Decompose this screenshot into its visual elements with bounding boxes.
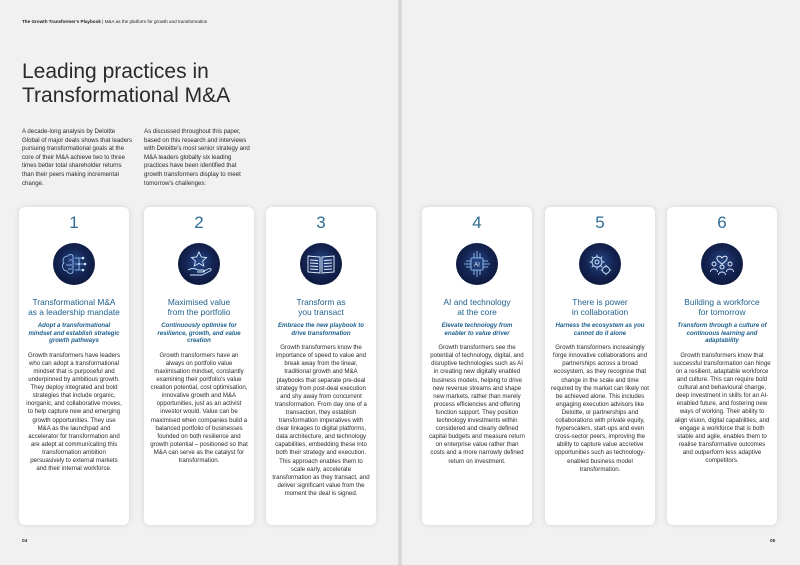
- card-number: 6: [717, 213, 727, 232]
- card-subtitle: Continuously optimise for resilience, growth, and value creation: [157, 322, 241, 345]
- hand-star-icon: [178, 243, 220, 285]
- running-head: [22, 19, 207, 24]
- card-title: [549, 297, 651, 317]
- card-title: [23, 297, 125, 317]
- card-number: 4: [472, 213, 482, 232]
- practice-card-4: [422, 207, 532, 525]
- card-subtitle: Adopt a transformational mindset and establish strategic growth pathways: [28, 322, 120, 345]
- page-number-left: 04: [22, 539, 28, 544]
- card-subtitle: Harness the ecosystem as you cannot do it alone: [555, 322, 645, 337]
- card-title-line-1: Maximised value: [167, 297, 231, 307]
- card-title: [148, 297, 250, 317]
- title-line-2: Transformational M&A: [22, 84, 231, 107]
- running-head-title: The Growth Transformer's Playbook: [22, 19, 101, 24]
- card-title-line-2: as a leadership mandate: [28, 307, 120, 317]
- card-number: 2: [194, 213, 204, 232]
- practice-card-3: [266, 207, 376, 525]
- right-page: [402, 0, 800, 565]
- card-body: Growth transformers know the importance of speed to value and break away from the linear, traditional growth and M&A playbooks that separate pre-deal strategy from post-deal execution and shy away from concurrent transformation. From day one of a transaction, they establish transformation imperatives with clear linkages to digital platforms, data architecture, and technology capabilities, embedding these into both their strategy and execution. This approach enables them to scale early, accelerate transformation as they transact, and deliver significant value from the moment the deal is signed.: [272, 344, 370, 497]
- card-number: 1: [69, 213, 79, 232]
- card-subtitle: Elevate technology from enabler to value driver: [441, 322, 513, 337]
- people-heart-icon: [701, 243, 743, 285]
- card-title-line-2: at the core: [457, 307, 497, 317]
- card-title-line-1: Transform as: [296, 297, 346, 307]
- practice-card-5: [545, 207, 655, 525]
- card-body: Growth transformers know that successful transformation can hinge on a resilient, adaptable workforce and culture. This can require bold cultural and behavioural change, deep investment in skills for an AI-enabled future, and fostering new ways of working. Their ability to align vision, digital capabilities, and engage a workforce that is both stable and agile, enables them to realise transformative outcomes and outperform less adaptive competitors.: [673, 351, 771, 464]
- card-title: [426, 297, 528, 317]
- running-head-subtitle: M&A as the platform for growth and transformation: [104, 19, 208, 24]
- intro-paragraph-2: As discussed throughout this paper, based on this research and interviews with Deloitte's most senior strategy and M&A leaders globally six leading practices have been identified that growth transformers display to meet tomorrow's challenges:: [144, 128, 250, 187]
- running-head-separator: |: [100, 19, 105, 24]
- intro-paragraph-1: A decade-long analysis by Deloitte Global of major deals shows that leaders pursuing transformational goals at the core of their M&A achieve two to three times better total shareholder returns than their peers making incremental change.: [22, 128, 133, 187]
- card-title: [270, 297, 372, 317]
- card-body: Growth transformers increasingly forge innovative collaborations and partnerships across a broad ecosystem, as they recognise that change in the scale and time required by the market can likely not be achieved alone. This includes engaging execution advisors like Deloitte, or partnerships and collaborations with private equity, hyperscalers, start-ups and even cross-sector peers, improving the ability to capture value accretive opportunities such as technology-enabled business model transformation.: [551, 344, 649, 473]
- card-number: 5: [595, 213, 605, 232]
- page-number-right: 05: [770, 539, 776, 544]
- card-title-line-1: Building a workforce: [684, 297, 760, 307]
- card-title-line-2: you transact: [298, 307, 344, 317]
- open-book-icon: [300, 243, 342, 285]
- practice-card-1: [19, 207, 129, 525]
- practice-card-2: [144, 207, 254, 525]
- svg-text:AI: AI: [474, 262, 480, 269]
- left-page: [0, 0, 398, 565]
- card-title-line-2: for tomorrow: [698, 307, 746, 317]
- title-line-1: Leading practices in: [22, 60, 209, 83]
- card-title-line-2: in collaboration: [571, 307, 629, 317]
- card-body: Growth transformers have leaders who can adopt a transformational mindset that is purposeful and underpinned by ambitious growth. They deploy integrated and bold strategies that include organic, inorganic, and collaborative moves, to help capture new and emerging growth opportunities. They use M&A as the launchpad and accelerator for transformation and are adept at communicating this transformation ambition persuasively to external markets and their internal workforce.: [26, 351, 122, 473]
- brain-network-icon: [53, 243, 95, 285]
- card-title-line-1: Transformational M&A: [32, 297, 116, 307]
- card-body: Growth transformers have an always on portfolio value maximisation mindset, constantly examining their portfolio's value creation potential, cost optimisation, innovative growth and M&A opportunities, just as an activist investor would. Value can be maximised when companies build a balanced portfolio of businesses founded on both resilience and growth potential – positioned so that M&A can serve as the catalyst for transformation.: [150, 351, 248, 464]
- card-body: Growth transformers see the potential of technology, digital, and disruptive technologies such as AI in creating new digitally enabled business models, helping to drive new revenue streams and shape new markets, rather than merely process efficiencies and offering function support. They position technology investments within considered and clearly defined capital budgets and measure return on enterprise value rather than costs and a more narrowly defined return on investment.: [429, 344, 525, 465]
- card-subtitle: Embrace the new playbook to drive transformation: [277, 322, 364, 337]
- card-number: 3: [316, 213, 326, 232]
- ai-chip-icon: [456, 243, 498, 285]
- card-title: [671, 297, 773, 317]
- card-title-line-1: AI and technology: [443, 297, 511, 307]
- page-title: [22, 60, 322, 108]
- card-title-line-1: There is power: [572, 297, 628, 307]
- gears-icon: [579, 243, 621, 285]
- practice-card-6: [667, 207, 777, 525]
- card-subtitle: Transform through a culture of continuous learning and adaptability: [677, 322, 767, 345]
- card-title-line-2: from the portfolio: [167, 307, 231, 317]
